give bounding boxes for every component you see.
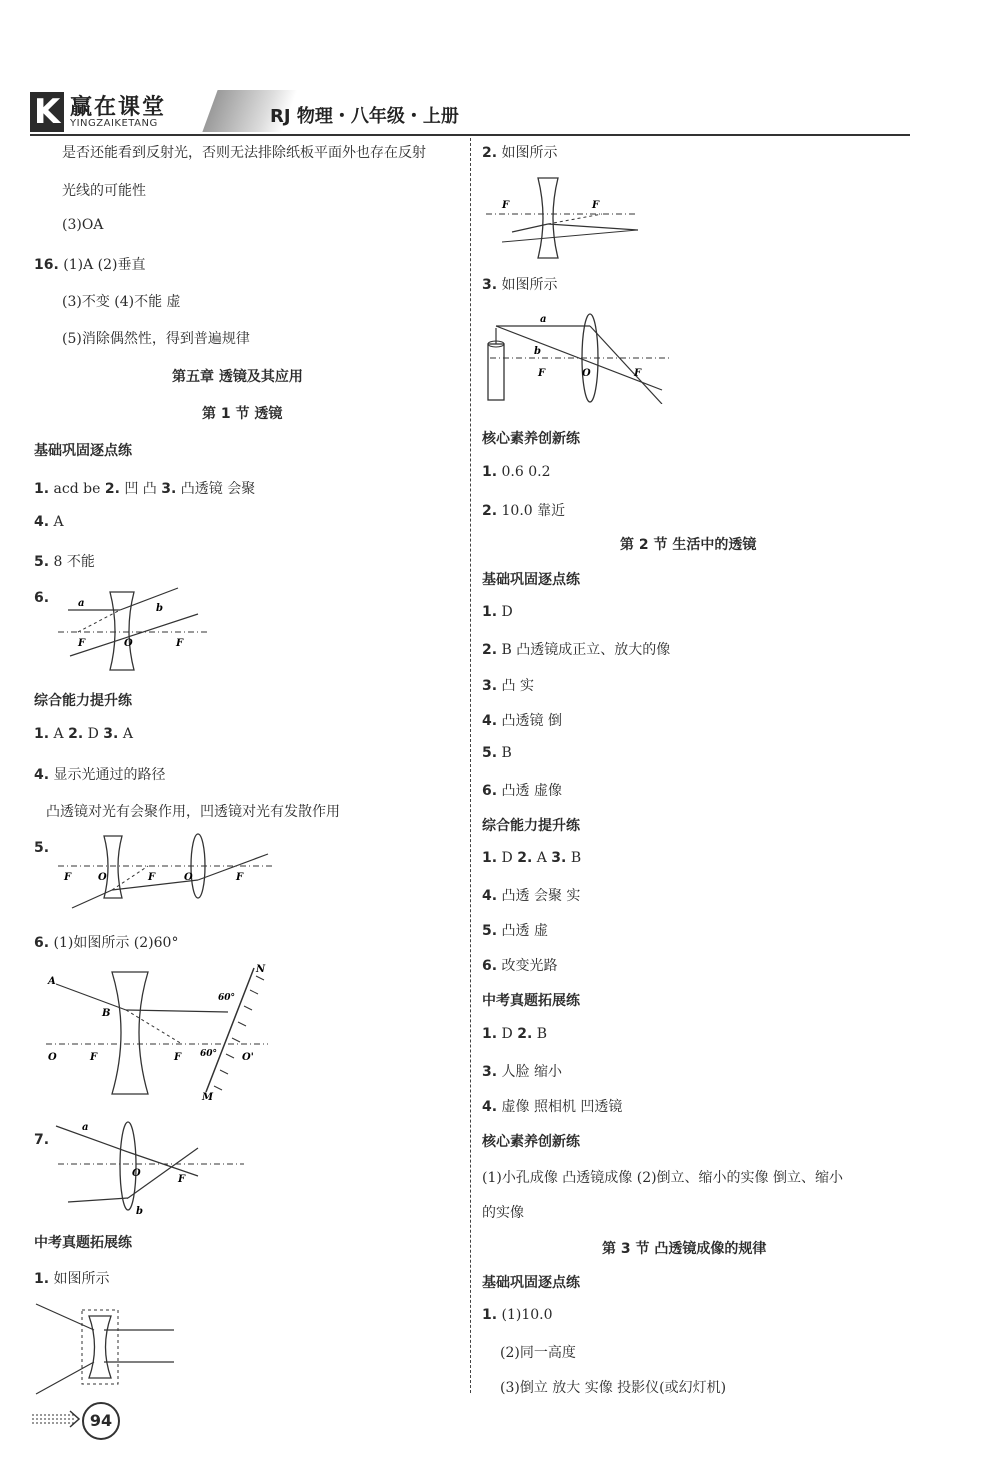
concave-lens xyxy=(89,1316,111,1378)
label-F: F xyxy=(502,200,510,211)
label-M: M xyxy=(202,1092,214,1102)
label-a: a xyxy=(82,1122,89,1133)
mirror-hatch xyxy=(244,1006,252,1010)
answer-line xyxy=(482,710,562,730)
concave-lens-box-diagram-e1 xyxy=(34,1296,184,1396)
refracted-ray xyxy=(548,224,638,230)
book-title: RJ 物理・八年级・上册 xyxy=(270,106,459,127)
concave-lens-diagram-q6 xyxy=(48,586,218,676)
answer-text: 光线的可能性 xyxy=(62,183,146,199)
answer-text: A xyxy=(536,850,547,866)
concave-lens xyxy=(110,592,134,670)
answer-text: D xyxy=(87,726,99,742)
question-number: 2. xyxy=(482,642,498,658)
exercise-heading: 综合能力提升练 xyxy=(482,818,580,834)
answer-text: 8 不能 xyxy=(53,554,95,570)
incident-ray xyxy=(36,1362,94,1394)
page-arrow-decoration xyxy=(32,1410,80,1428)
answer-line xyxy=(482,604,513,620)
label-b: b xyxy=(136,1206,143,1217)
question-number: 5. xyxy=(34,554,50,570)
question-number: 5. xyxy=(482,923,498,939)
answer-line xyxy=(482,745,512,761)
section-title: 第 1 节 透镜 xyxy=(202,406,283,422)
label-F: F xyxy=(174,1052,182,1063)
lens-mirror-diagram-c6 xyxy=(42,962,272,1102)
question-number: 3. xyxy=(482,1064,498,1080)
answer-text: A xyxy=(53,514,64,530)
mirror-hatch xyxy=(256,976,264,980)
plane-mirror xyxy=(206,968,254,1092)
answer-line xyxy=(482,1307,553,1323)
concave-lens-diagram-r2 xyxy=(482,174,642,264)
answer-text: (3)不变 (4)不能 虚 xyxy=(62,294,181,310)
answer-line xyxy=(482,885,580,905)
answer-text: 如图所示 xyxy=(501,145,558,161)
answer-line xyxy=(34,551,95,571)
convex-lens-diagram-q7 xyxy=(48,1118,248,1218)
mirror-hatch xyxy=(232,1038,240,1042)
chapter-title: 第五章 透镜及其应用 xyxy=(172,369,303,385)
label-O: O xyxy=(98,872,107,883)
question-number: 6. xyxy=(34,935,50,951)
answer-text: 改变光路 xyxy=(501,958,558,974)
ray-a-incident xyxy=(56,1126,128,1152)
answer-line xyxy=(482,1061,562,1081)
question-number: 6. xyxy=(482,783,498,799)
answer-line xyxy=(482,274,558,294)
label-b: b xyxy=(156,603,163,614)
two-lens-diagram-q5 xyxy=(48,832,278,912)
label-F: F xyxy=(592,200,600,211)
answer-text: (1)A (2)垂直 xyxy=(63,257,146,273)
exercise-heading: 核心素养创新练 xyxy=(482,431,580,447)
answer-text: (5)消除偶然性，得到普遍规律 xyxy=(62,331,250,347)
answer-text: acd be xyxy=(53,481,101,497)
candle-lens-diagram-r3 xyxy=(486,304,676,404)
label-a: a xyxy=(78,598,85,609)
answer-text: D xyxy=(501,850,513,866)
question-number: 2. xyxy=(517,850,533,866)
mirror-hatch xyxy=(226,1054,234,1058)
answer-text: 是否还能看到反射光，否则无法排除纸板平面外也存在反射 xyxy=(62,145,426,161)
mirror-hatch xyxy=(250,990,258,994)
answer-line xyxy=(34,726,133,742)
answer-line xyxy=(482,955,558,975)
answer-line xyxy=(482,1096,622,1116)
question-number: 2. xyxy=(482,503,498,519)
ray-extension xyxy=(548,214,602,224)
answer-line xyxy=(34,514,64,530)
label-O: O xyxy=(132,1168,141,1179)
page-number: 94 xyxy=(82,1402,120,1440)
header-rule xyxy=(30,134,910,136)
question-number: 1. xyxy=(482,1026,498,1042)
label-F: F xyxy=(148,872,156,883)
answer-line xyxy=(34,478,255,498)
answer-line xyxy=(34,764,166,784)
question-number: 3. xyxy=(482,277,498,293)
incident-ray xyxy=(72,890,112,908)
angle-label: 60° xyxy=(218,993,236,1003)
question-number: 4. xyxy=(482,1099,498,1115)
answer-text: 凸透镜 倒 xyxy=(501,713,562,729)
ray-a-refracted xyxy=(590,326,662,404)
answer-text: 的实像 xyxy=(482,1205,524,1221)
answer-text: 如图所示 xyxy=(53,1271,110,1287)
answer-text: 10.0 靠近 xyxy=(501,503,566,519)
exercise-heading: 基础巩固逐点练 xyxy=(482,1275,580,1291)
exercise-heading: 中考真题拓展练 xyxy=(34,1235,132,1251)
label-O-prime: O' xyxy=(242,1052,254,1063)
concave-lens xyxy=(112,972,148,1094)
question-number: 3. xyxy=(482,678,498,694)
logo-letter: K xyxy=(30,92,64,132)
question-number: 1. xyxy=(34,726,50,742)
answer-text: 凹 凸 xyxy=(124,481,157,497)
refracted-ray xyxy=(126,1010,228,1012)
label-a: a xyxy=(540,314,547,325)
outgoing-ray xyxy=(198,854,268,880)
answer-text: 凸透镜对光有会聚作用，凹透镜对光有发散作用 xyxy=(46,804,340,820)
page-header xyxy=(30,88,910,136)
angle-label: 60° xyxy=(200,1049,218,1059)
label-A: A xyxy=(48,976,56,987)
answer-line xyxy=(482,920,548,940)
answer-text: B xyxy=(536,1026,548,1042)
answer-text: 凸透 会聚 实 xyxy=(501,888,581,904)
answer-line xyxy=(34,1268,110,1288)
label-O: O xyxy=(48,1052,57,1063)
answer-line xyxy=(482,1026,547,1042)
question-number: 3. xyxy=(551,850,567,866)
label-F: F xyxy=(178,1174,186,1185)
concave-lens xyxy=(538,178,558,258)
question-number: 3. xyxy=(161,481,177,497)
answer-text: B xyxy=(501,745,512,761)
answer-text: D xyxy=(501,604,513,620)
answer-line xyxy=(482,500,565,520)
label-F: F xyxy=(236,872,244,883)
question-number: 16. xyxy=(34,257,59,273)
answer-text: 如图所示 xyxy=(501,277,558,293)
question-number: 1. xyxy=(482,1307,498,1323)
label-F: F xyxy=(78,638,86,649)
answer-text: 凸透镜 会聚 xyxy=(180,481,256,497)
question-number: 2. xyxy=(482,145,498,161)
answer-text: D xyxy=(501,1026,513,1042)
answer-text: (2)同一高度 xyxy=(500,1345,576,1361)
ray-extension xyxy=(126,1010,182,1044)
label-O: O xyxy=(582,368,591,379)
answer-line xyxy=(482,142,558,162)
mirror-hatch xyxy=(238,1022,246,1026)
exercise-heading: 基础巩固逐点练 xyxy=(482,572,580,588)
arrow-head xyxy=(70,1411,79,1427)
mirror-hatch xyxy=(214,1086,222,1090)
answer-text: (1)小孔成像 凸透镜成像 (2)倒立、缩小的实像 倒立、缩小 xyxy=(482,1170,844,1186)
exercise-heading: 综合能力提升练 xyxy=(34,693,132,709)
label-B: B xyxy=(102,1008,111,1019)
question-number: 3. xyxy=(103,726,119,742)
answer-text: B 凸透镜成正立、放大的像 xyxy=(501,642,671,658)
answer-text: 凸透 虚 xyxy=(501,923,548,939)
answer-line xyxy=(34,932,178,952)
question-number: 1. xyxy=(482,464,498,480)
column-divider xyxy=(470,138,471,1393)
answer-text: 虚像 照相机 凹透镜 xyxy=(501,1099,623,1115)
question-number: 1. xyxy=(34,1271,50,1287)
answer-text: 凸 实 xyxy=(501,678,534,694)
section-title: 第 3 节 凸透镜成像的规律 xyxy=(602,1241,767,1257)
question-number: 1. xyxy=(482,850,498,866)
candle-body xyxy=(488,344,504,400)
logo-english: YINGZAIKETANG xyxy=(70,118,158,129)
answer-text: (1)10.0 xyxy=(501,1307,553,1323)
convex-lens xyxy=(120,1122,136,1210)
answer-text: 凸透 虚像 xyxy=(501,783,562,799)
label-F: F xyxy=(176,638,184,649)
logo-chinese: 赢在课堂 xyxy=(70,94,167,120)
label-O: O xyxy=(184,872,193,883)
question-number: 2. xyxy=(517,1026,533,1042)
question-number: 5. xyxy=(482,745,498,761)
label-O: O xyxy=(124,638,133,649)
answer-text: B xyxy=(570,850,582,866)
label-F: F xyxy=(90,1052,98,1063)
answer-text: (3)OA xyxy=(62,217,104,233)
question-number: 2. xyxy=(68,726,84,742)
question-16 xyxy=(34,254,146,274)
incident-ray xyxy=(36,1304,94,1330)
dashed-box xyxy=(82,1310,118,1384)
mirror-hatch xyxy=(220,1070,228,1074)
answer-text: A xyxy=(122,726,133,742)
question-number: 6. xyxy=(482,958,498,974)
question-number: 2. xyxy=(104,481,120,497)
second-ray xyxy=(502,230,638,242)
answer-text: A xyxy=(53,726,64,742)
question-number: 6. xyxy=(34,590,50,606)
question-number: 5. xyxy=(34,840,50,856)
label-b: b xyxy=(534,346,541,357)
answer-text: 0.6 0.2 xyxy=(501,464,551,480)
exercise-heading: 中考真题拓展练 xyxy=(482,993,580,1009)
label-N: N xyxy=(256,964,266,975)
label-F: F xyxy=(634,368,642,379)
answer-text: 显示光通过的路径 xyxy=(53,767,166,783)
question-number: 4. xyxy=(482,888,498,904)
exercise-heading: 基础巩固逐点练 xyxy=(34,443,132,459)
ray-a-refracted xyxy=(120,588,178,610)
answer-line xyxy=(482,780,562,800)
question-number: 1. xyxy=(34,481,50,497)
label-F: F xyxy=(64,872,72,883)
answer-line xyxy=(482,850,581,866)
question-number: 7. xyxy=(34,1132,50,1148)
answer-line xyxy=(482,464,551,480)
answer-line xyxy=(482,639,670,659)
section-title: 第 2 节 生活中的透镜 xyxy=(620,537,757,553)
question-number: 1. xyxy=(482,604,498,620)
label-F: F xyxy=(538,368,546,379)
ray-b xyxy=(70,614,198,656)
question-number: 4. xyxy=(482,713,498,729)
ray-b-incident xyxy=(68,1198,128,1202)
answer-text: (1)如图所示 (2)60° xyxy=(53,935,179,951)
answer-text: 人脸 缩小 xyxy=(501,1064,562,1080)
answer-text: (3)倒立 放大 实像 投影仪(或幻灯机) xyxy=(500,1380,727,1396)
answer-line xyxy=(482,675,534,695)
exercise-heading: 核心素养创新练 xyxy=(482,1134,580,1150)
question-number: 4. xyxy=(34,767,50,783)
question-number: 4. xyxy=(34,514,50,530)
